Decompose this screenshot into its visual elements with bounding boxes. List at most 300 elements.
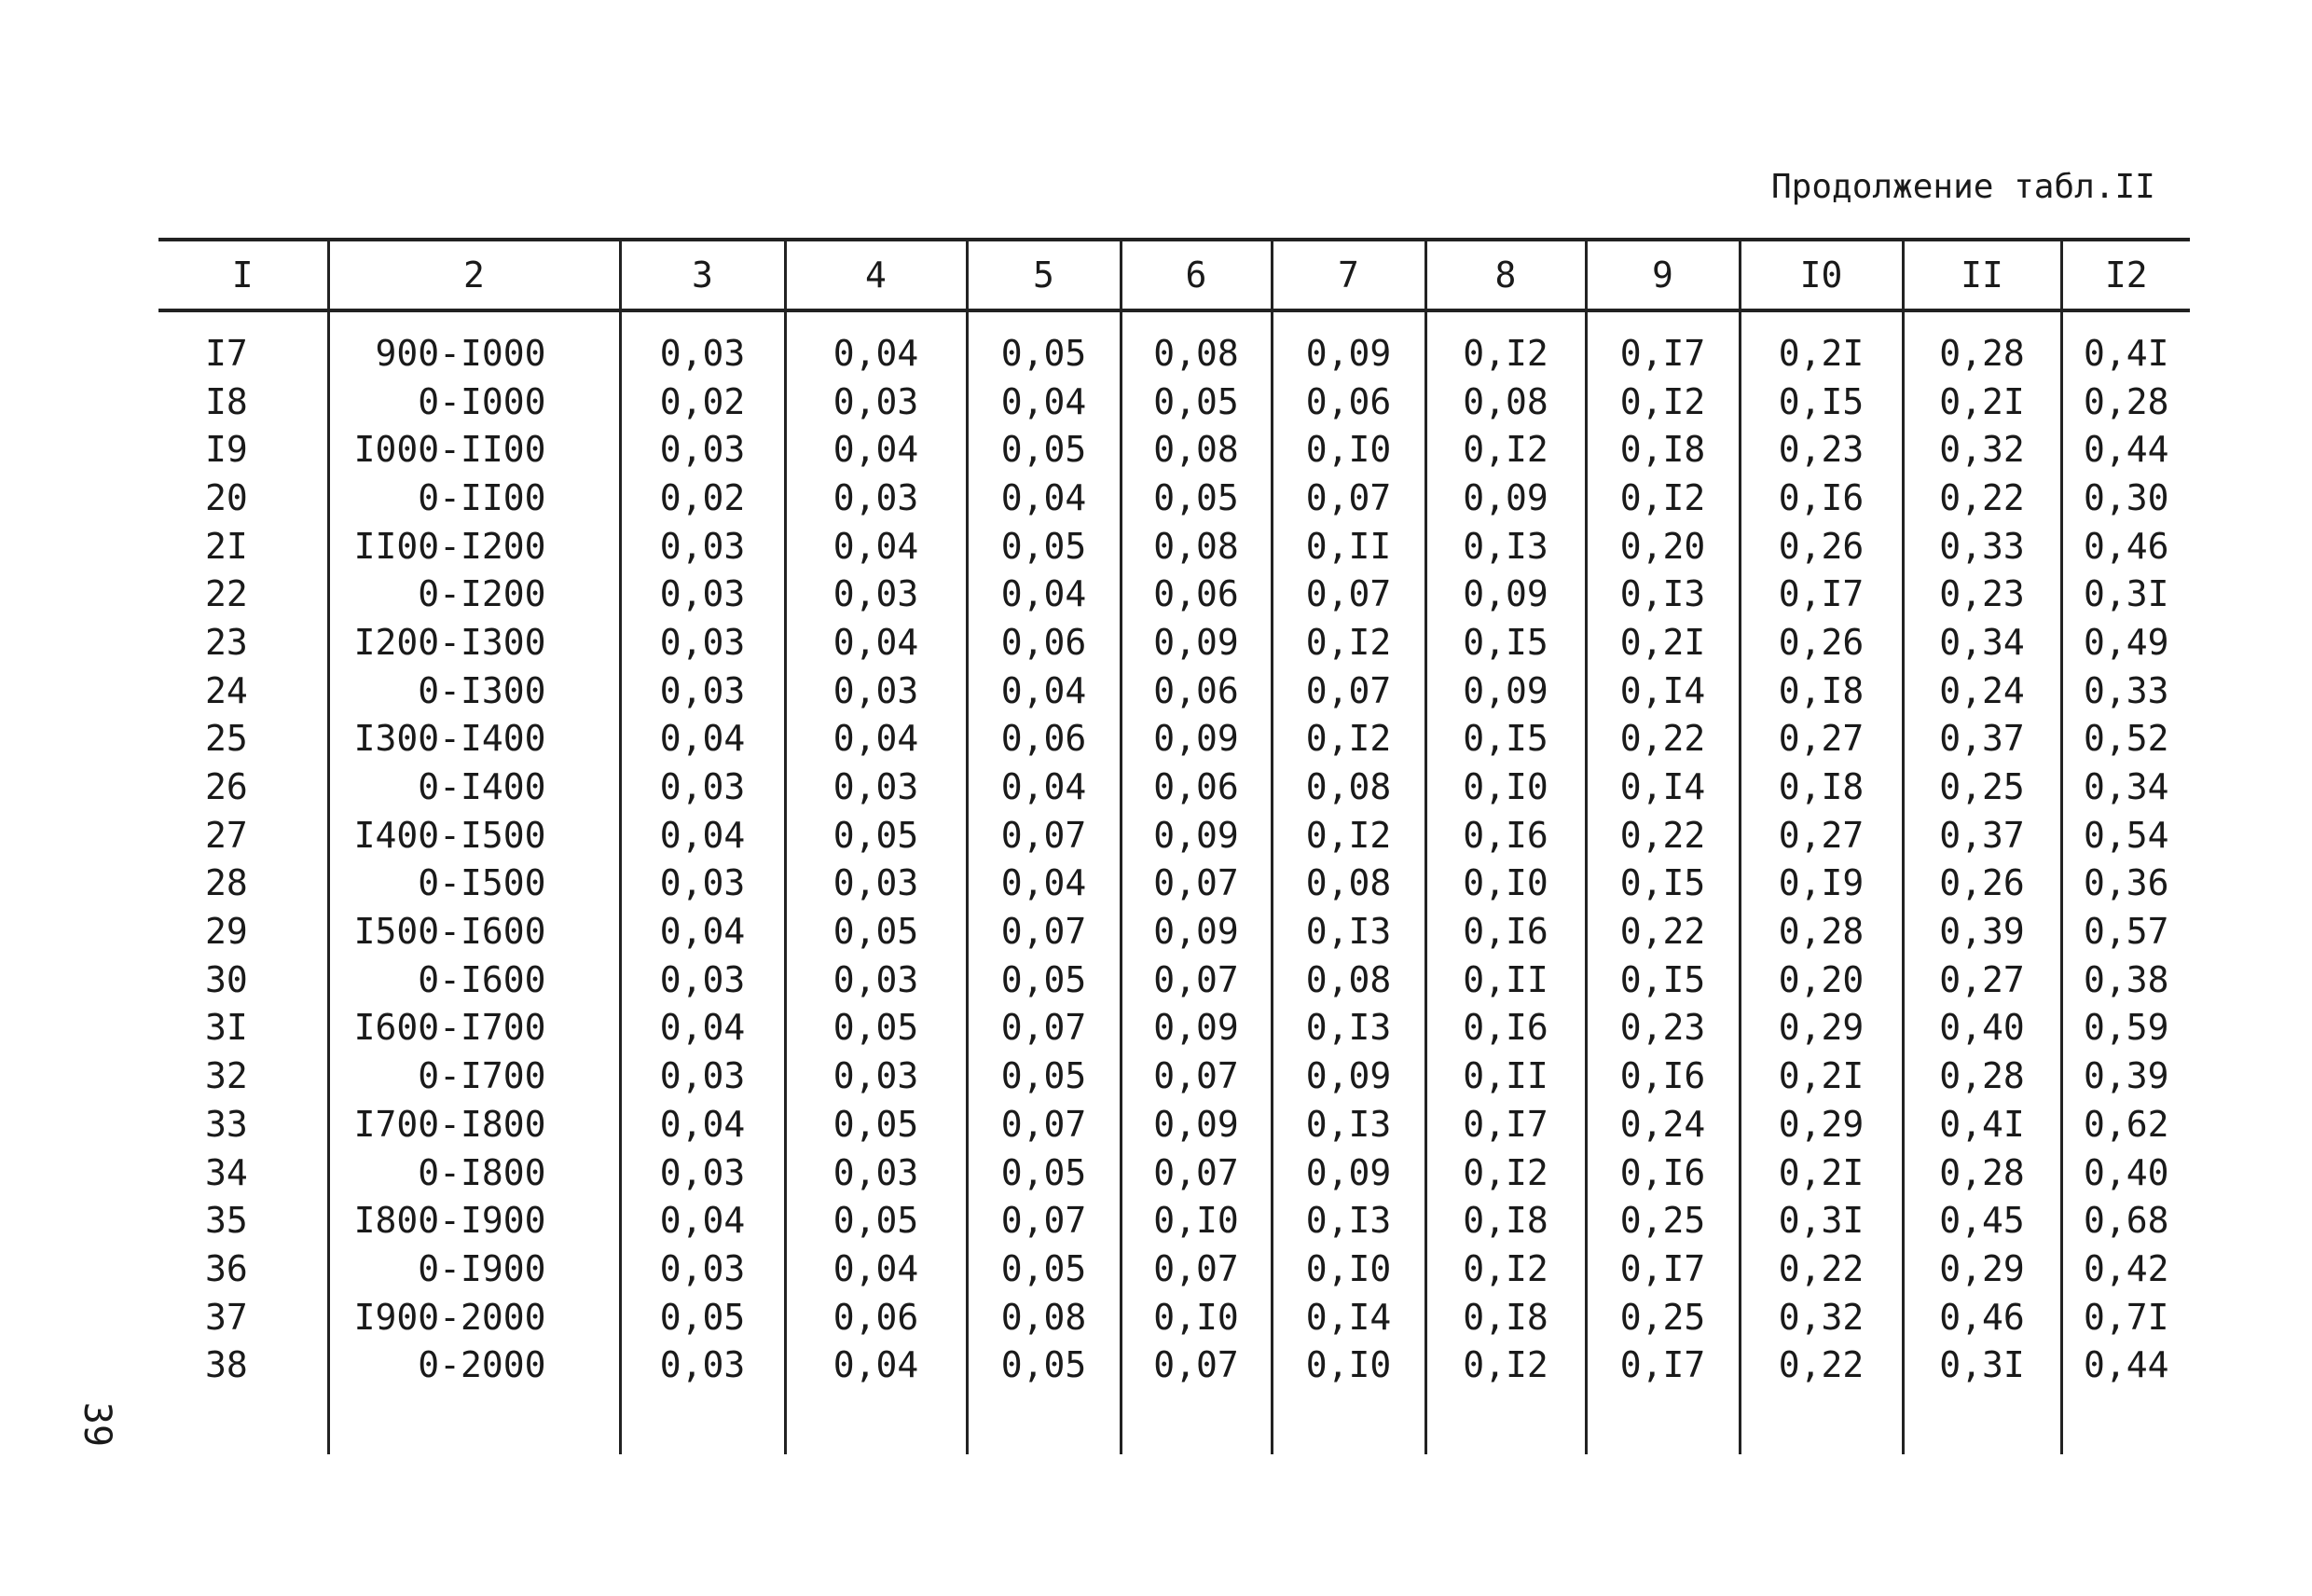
value-cell: 0,I0 [1272, 1245, 1425, 1293]
value-cell: 0,08 [1121, 522, 1272, 571]
value-cell: 0,I4 [1586, 763, 1740, 811]
value-cell: 0,07 [1272, 474, 1425, 522]
value-cell: 0,I5 [1425, 715, 1586, 764]
value-cell: 0,03 [785, 1149, 967, 1197]
value-cell: 0,2I [1740, 310, 1903, 378]
value-cell: 0,II [1425, 1052, 1586, 1100]
value-cell: 0,07 [967, 1004, 1121, 1053]
range-cell: I600-I700 [328, 1004, 620, 1053]
value-cell: 0,23 [1903, 570, 2061, 618]
value-cell: 0,25 [1903, 763, 2061, 811]
table-row [158, 474, 2190, 522]
value-cell: 0,I8 [1740, 763, 1903, 811]
value-cell: 0,I6 [1425, 907, 1586, 956]
value-cell: 0,07 [967, 1196, 1121, 1245]
value-cell: 0,39 [1903, 907, 2061, 956]
value-cell: 0,52 [2061, 715, 2190, 764]
value-cell: 0,04 [967, 474, 1121, 522]
column-header: 2 [328, 240, 620, 310]
table-row [158, 570, 2190, 618]
column-header: 5 [967, 240, 1121, 310]
value-cell: 0,I7 [1586, 310, 1740, 378]
value-cell: 0,38 [2061, 956, 2190, 1004]
value-cell: 0,04 [785, 1341, 967, 1389]
value-cell: 0,I3 [1272, 1100, 1425, 1149]
value-cell: 0,09 [1272, 1052, 1425, 1100]
value-cell: 0,49 [2061, 618, 2190, 667]
value-cell: 0,03 [620, 310, 785, 378]
value-cell: 0,05 [785, 811, 967, 860]
value-cell: 0,05 [620, 1293, 785, 1341]
range-cell: 0-I800 [328, 1149, 620, 1197]
column-header: 9 [1586, 240, 1740, 310]
value-cell: 0,07 [1121, 1052, 1272, 1100]
range-cell: I000-II00 [328, 425, 620, 474]
value-cell: 0,2I [1586, 618, 1740, 667]
value-cell: 0,24 [1903, 667, 2061, 715]
value-cell: 0,22 [1740, 1245, 1903, 1293]
value-cell: 0,I7 [1586, 1245, 1740, 1293]
row-number-cell: 20 [205, 476, 248, 518]
value-cell: 0,30 [2061, 474, 2190, 522]
table-caption: Продолжение табл.II [1771, 168, 2155, 206]
spacer-cell [1425, 1389, 1586, 1454]
range-cell: 0-I400 [328, 763, 620, 811]
spacer-cell [1740, 1389, 1903, 1454]
value-cell: 0,I6 [1586, 1149, 1740, 1197]
value-cell: 0,42 [2061, 1245, 2190, 1293]
value-cell: 0,07 [1121, 1245, 1272, 1293]
value-cell: 0,I0 [1425, 763, 1586, 811]
range-cell: I400-I500 [328, 811, 620, 860]
value-cell: 0,I0 [1272, 425, 1425, 474]
value-cell: 0,04 [785, 425, 967, 474]
row-number-cell: 34 [205, 1151, 248, 1193]
value-cell: 0,I7 [1740, 570, 1903, 618]
range-cell: 0-I600 [328, 956, 620, 1004]
spacer-cell [620, 1389, 785, 1454]
value-cell: 0,03 [620, 1149, 785, 1197]
value-cell: 0,28 [1740, 907, 1903, 956]
row-number-cell: 38 [205, 1344, 248, 1386]
range-cell: 0-II00 [328, 474, 620, 522]
value-cell: 0,06 [967, 715, 1121, 764]
value-cell: 0,03 [620, 860, 785, 908]
value-cell: 0,I0 [1121, 1196, 1272, 1245]
table-row [158, 310, 2190, 378]
row-number-cell: 22 [205, 573, 248, 615]
range-cell: 0-I900 [328, 1245, 620, 1293]
value-cell: 0,44 [2061, 425, 2190, 474]
column-header: I [158, 240, 328, 310]
value-cell: 0,03 [785, 1052, 967, 1100]
value-cell: 0,I9 [1740, 860, 1903, 908]
value-cell: 0,09 [1121, 1100, 1272, 1149]
value-cell: 0,09 [1121, 618, 1272, 667]
row-number-cell: 24 [205, 669, 248, 711]
value-cell: 0,46 [1903, 1293, 2061, 1341]
value-cell: 0,4I [2061, 310, 2190, 378]
value-cell: 0,I2 [1586, 474, 1740, 522]
table-row [158, 956, 2190, 1004]
value-cell: 0,06 [1272, 378, 1425, 426]
range-cell: 0-I200 [328, 570, 620, 618]
value-cell: 0,04 [620, 1004, 785, 1053]
value-cell: 0,07 [967, 811, 1121, 860]
value-cell: 0,09 [1425, 570, 1586, 618]
value-cell: 0,20 [1586, 522, 1740, 571]
value-cell: 0,03 [620, 570, 785, 618]
table-row [158, 1149, 2190, 1197]
value-cell: 0,09 [1425, 667, 1586, 715]
value-cell: 0,04 [785, 310, 967, 378]
row-number-cell: 32 [205, 1055, 248, 1097]
value-cell: 0,23 [1586, 1004, 1740, 1053]
table-row [158, 1245, 2190, 1293]
table-row [158, 1100, 2190, 1149]
row-number-cell: 23 [205, 621, 248, 663]
table-row [158, 860, 2190, 908]
value-cell: 0,09 [1425, 474, 1586, 522]
value-cell: 0,04 [967, 378, 1121, 426]
value-cell: 0,04 [785, 1245, 967, 1293]
value-cell: 0,04 [967, 667, 1121, 715]
spacer-cell [1903, 1389, 2061, 1454]
value-cell: 0,07 [1121, 1341, 1272, 1389]
value-cell: 0,34 [1903, 618, 2061, 667]
value-cell: 0,05 [967, 1149, 1121, 1197]
value-cell: 0,40 [2061, 1149, 2190, 1197]
value-cell: 0,03 [620, 1245, 785, 1293]
value-cell: 0,3I [1903, 1341, 2061, 1389]
value-cell: 0,44 [2061, 1341, 2190, 1389]
value-cell: 0,I2 [1586, 378, 1740, 426]
range-cell: 0-I000 [328, 378, 620, 426]
table-row [158, 715, 2190, 764]
value-cell: 0,29 [1740, 1100, 1903, 1149]
value-cell: 0,03 [785, 570, 967, 618]
value-cell: 0,I2 [1425, 425, 1586, 474]
column-header: I0 [1740, 240, 1903, 310]
range-cell: 0-2000 [328, 1341, 620, 1389]
value-cell: 0,I8 [1425, 1293, 1586, 1341]
value-cell: 0,I2 [1425, 1149, 1586, 1197]
value-cell: 0,59 [2061, 1004, 2190, 1053]
column-header: 7 [1272, 240, 1425, 310]
value-cell: 0,09 [1272, 1149, 1425, 1197]
value-cell: 0,2I [1740, 1052, 1903, 1100]
value-cell: 0,45 [1903, 1196, 2061, 1245]
value-cell: 0,04 [620, 1196, 785, 1245]
value-cell: 0,03 [620, 618, 785, 667]
value-cell: 0,28 [1903, 310, 2061, 378]
table-body [158, 310, 2190, 1454]
value-cell: 0,29 [1740, 1004, 1903, 1053]
value-cell: 0,22 [1740, 1341, 1903, 1389]
value-cell: 0,06 [1121, 570, 1272, 618]
value-cell: 0,40 [1903, 1004, 2061, 1053]
spacer-cell [1272, 1389, 1425, 1454]
value-cell: 0,I5 [1425, 618, 1586, 667]
value-cell: 0,62 [2061, 1100, 2190, 1149]
value-cell: 0,04 [785, 618, 967, 667]
value-cell: 0,03 [620, 522, 785, 571]
value-cell: 0,2I [1740, 1149, 1903, 1197]
value-cell: 0,I2 [1425, 1245, 1586, 1293]
value-cell: 0,06 [1121, 763, 1272, 811]
value-cell: 0,25 [1586, 1293, 1740, 1341]
value-cell: 0,I3 [1586, 570, 1740, 618]
value-cell: 0,I3 [1272, 1196, 1425, 1245]
value-cell: 0,I5 [1740, 378, 1903, 426]
value-cell: 0,04 [785, 715, 967, 764]
column-header: 4 [785, 240, 967, 310]
table-row [158, 763, 2190, 811]
value-cell: 0,I0 [1425, 860, 1586, 908]
value-cell: 0,I3 [1272, 907, 1425, 956]
value-cell: 0,57 [2061, 907, 2190, 956]
value-cell: 0,04 [620, 715, 785, 764]
value-cell: 0,05 [785, 1004, 967, 1053]
range-cell: I200-I300 [328, 618, 620, 667]
row-number-cell: 2I [205, 525, 248, 567]
value-cell: 0,32 [1740, 1293, 1903, 1341]
value-cell: 0,I4 [1272, 1293, 1425, 1341]
value-cell: 0,08 [1425, 378, 1586, 426]
value-cell: 0,I0 [1121, 1293, 1272, 1341]
range-cell: I900-2000 [328, 1293, 620, 1341]
value-cell: 0,II [1272, 522, 1425, 571]
row-number-cell: 27 [205, 814, 248, 856]
range-cell: 900-I000 [328, 310, 620, 378]
value-cell: 0,05 [785, 1196, 967, 1245]
value-cell: 0,I2 [1272, 618, 1425, 667]
value-cell: 0,07 [1272, 667, 1425, 715]
value-cell: 0,I2 [1425, 1341, 1586, 1389]
value-cell: 0,I7 [1586, 1341, 1740, 1389]
table-row [158, 378, 2190, 426]
value-cell: 0,06 [785, 1293, 967, 1341]
value-cell: 0,05 [967, 1052, 1121, 1100]
value-cell: 0,I6 [1586, 1052, 1740, 1100]
value-cell: 0,09 [1121, 715, 1272, 764]
value-cell: 0,03 [785, 474, 967, 522]
value-cell: 0,08 [1272, 956, 1425, 1004]
value-cell: 0,I6 [1425, 1004, 1586, 1053]
column-header: I2 [2061, 240, 2190, 310]
value-cell: 0,07 [1121, 860, 1272, 908]
value-cell: 0,I8 [1586, 425, 1740, 474]
row-number-cell: 36 [205, 1247, 248, 1289]
row-number-cell: 25 [205, 718, 248, 760]
value-cell: 0,09 [1121, 811, 1272, 860]
value-cell: 0,07 [1121, 1149, 1272, 1197]
row-number-cell: 3I [205, 1007, 248, 1049]
range-cell: I800-I900 [328, 1196, 620, 1245]
range-cell: I500-I600 [328, 907, 620, 956]
table-row [158, 811, 2190, 860]
row-number-cell: 29 [205, 911, 248, 953]
value-cell: 0,25 [1586, 1196, 1740, 1245]
value-cell: 0,05 [1121, 378, 1272, 426]
table-row [158, 1052, 2190, 1100]
value-cell: 0,05 [967, 956, 1121, 1004]
value-cell: 0,I2 [1425, 310, 1586, 378]
value-cell: 0,22 [1586, 715, 1740, 764]
value-cell: 0,03 [785, 763, 967, 811]
header-row [158, 240, 2190, 310]
value-cell: 0,04 [967, 763, 1121, 811]
value-cell: 0,32 [1903, 425, 2061, 474]
column-header: II [1903, 240, 2061, 310]
value-cell: 0,08 [1272, 860, 1425, 908]
table-row [158, 907, 2190, 956]
value-cell: 0,04 [967, 860, 1121, 908]
value-cell: 0,09 [1121, 1004, 1272, 1053]
value-cell: 0,03 [785, 667, 967, 715]
value-cell: 0,05 [967, 522, 1121, 571]
row-number-cell: 28 [205, 862, 248, 904]
value-cell: 0,I0 [1272, 1341, 1425, 1389]
value-cell: 0,04 [620, 811, 785, 860]
range-cell: I300-I400 [328, 715, 620, 764]
value-cell: 0,03 [785, 378, 967, 426]
range-cell: II00-I200 [328, 522, 620, 571]
table-row [158, 1004, 2190, 1053]
value-cell: 0,06 [1121, 667, 1272, 715]
value-cell: 0,05 [1121, 474, 1272, 522]
table-row [158, 425, 2190, 474]
table-row [158, 667, 2190, 715]
table-row [158, 1196, 2190, 1245]
value-cell: 0,08 [967, 1293, 1121, 1341]
value-cell: 0,08 [1121, 425, 1272, 474]
row-number-cell: 26 [205, 766, 248, 808]
value-cell: 0,I8 [1740, 667, 1903, 715]
range-cell: I700-I800 [328, 1100, 620, 1149]
row-number-cell: 33 [205, 1103, 248, 1145]
value-cell: 0,28 [1903, 1052, 2061, 1100]
value-cell: 0,24 [1586, 1100, 1740, 1149]
value-cell: 0,05 [785, 1100, 967, 1149]
value-cell: 0,20 [1740, 956, 1903, 1004]
value-cell: 0,I3 [1425, 522, 1586, 571]
range-cell: 0-I500 [328, 860, 620, 908]
value-cell: 0,28 [2061, 378, 2190, 426]
column-header: 3 [620, 240, 785, 310]
column-header: 6 [1121, 240, 1272, 310]
row-number-cell: I8 [205, 380, 248, 422]
value-cell: 0,02 [620, 474, 785, 522]
value-cell: 0,I2 [1272, 715, 1425, 764]
row-number-cell: 35 [205, 1200, 248, 1242]
value-cell: 0,02 [620, 378, 785, 426]
value-cell: 0,04 [620, 1100, 785, 1149]
range-cell: 0-I700 [328, 1052, 620, 1100]
value-cell: 0,09 [1272, 310, 1425, 378]
row-number-cell: 37 [205, 1296, 248, 1338]
value-cell: 0,23 [1740, 425, 1903, 474]
value-cell: 0,27 [1903, 956, 2061, 1004]
value-cell: 0,I5 [1586, 860, 1740, 908]
value-cell: 0,27 [1740, 715, 1903, 764]
value-cell: 0,36 [2061, 860, 2190, 908]
data-table [158, 238, 2190, 1454]
value-cell: 0,22 [1586, 907, 1740, 956]
value-cell: 0,03 [785, 860, 967, 908]
value-cell: 0,34 [2061, 763, 2190, 811]
value-cell: 0,03 [620, 667, 785, 715]
row-number-cell: 30 [205, 958, 248, 1000]
value-cell: 0,3I [2061, 570, 2190, 618]
value-cell: 0,33 [2061, 667, 2190, 715]
spacer-cell [967, 1389, 1121, 1454]
value-cell: 0,07 [967, 907, 1121, 956]
value-cell: 0,05 [785, 907, 967, 956]
row-number-cell: I9 [205, 429, 248, 471]
value-cell: 0,07 [967, 1100, 1121, 1149]
value-cell: 0,39 [2061, 1052, 2190, 1100]
value-cell: 0,03 [785, 956, 967, 1004]
value-cell: 0,33 [1903, 522, 2061, 571]
value-cell: 0,08 [1272, 763, 1425, 811]
value-cell: 0,03 [620, 1052, 785, 1100]
value-cell: 0,04 [620, 907, 785, 956]
table-row [158, 618, 2190, 667]
value-cell: 0,03 [620, 763, 785, 811]
value-cell: 0,06 [967, 618, 1121, 667]
value-cell: 0,I6 [1425, 811, 1586, 860]
value-cell: 0,03 [620, 425, 785, 474]
spacer-cell [1121, 1389, 1272, 1454]
value-cell: 0,29 [1903, 1245, 2061, 1293]
value-cell: 0,2I [1903, 378, 2061, 426]
value-cell: 0,07 [1272, 570, 1425, 618]
value-cell: 0,I3 [1272, 1004, 1425, 1053]
value-cell: 0,26 [1740, 522, 1903, 571]
value-cell: 0,22 [1586, 811, 1740, 860]
value-cell: 0,68 [2061, 1196, 2190, 1245]
value-cell: 0,08 [1121, 310, 1272, 378]
range-cell: 0-I300 [328, 667, 620, 715]
spacer-cell [158, 1389, 328, 1454]
value-cell: 0,7I [2061, 1293, 2190, 1341]
value-cell: 0,37 [1903, 715, 2061, 764]
row-number-cell: I7 [205, 332, 248, 374]
value-cell: 0,27 [1740, 811, 1903, 860]
value-cell: 0,04 [785, 522, 967, 571]
table-row [158, 522, 2190, 571]
value-cell: 0,03 [620, 1341, 785, 1389]
value-cell: 0,II [1425, 956, 1586, 1004]
table-row [158, 1341, 2190, 1389]
value-cell: 0,I8 [1425, 1196, 1586, 1245]
value-cell: 0,3I [1740, 1196, 1903, 1245]
value-cell: 0,05 [967, 1245, 1121, 1293]
value-cell: 0,26 [1740, 618, 1903, 667]
value-cell: 0,28 [1903, 1149, 2061, 1197]
value-cell: 0,I5 [1586, 956, 1740, 1004]
value-cell: 0,05 [967, 310, 1121, 378]
value-cell: 0,07 [1121, 956, 1272, 1004]
value-cell: 0,4I [1903, 1100, 2061, 1149]
value-cell: 0,26 [1903, 860, 2061, 908]
column-header: 8 [1425, 240, 1586, 310]
value-cell: 0,03 [620, 956, 785, 1004]
value-cell: 0,37 [1903, 811, 2061, 860]
value-cell: 0,46 [2061, 522, 2190, 571]
table-spacer-row [158, 1389, 2190, 1454]
